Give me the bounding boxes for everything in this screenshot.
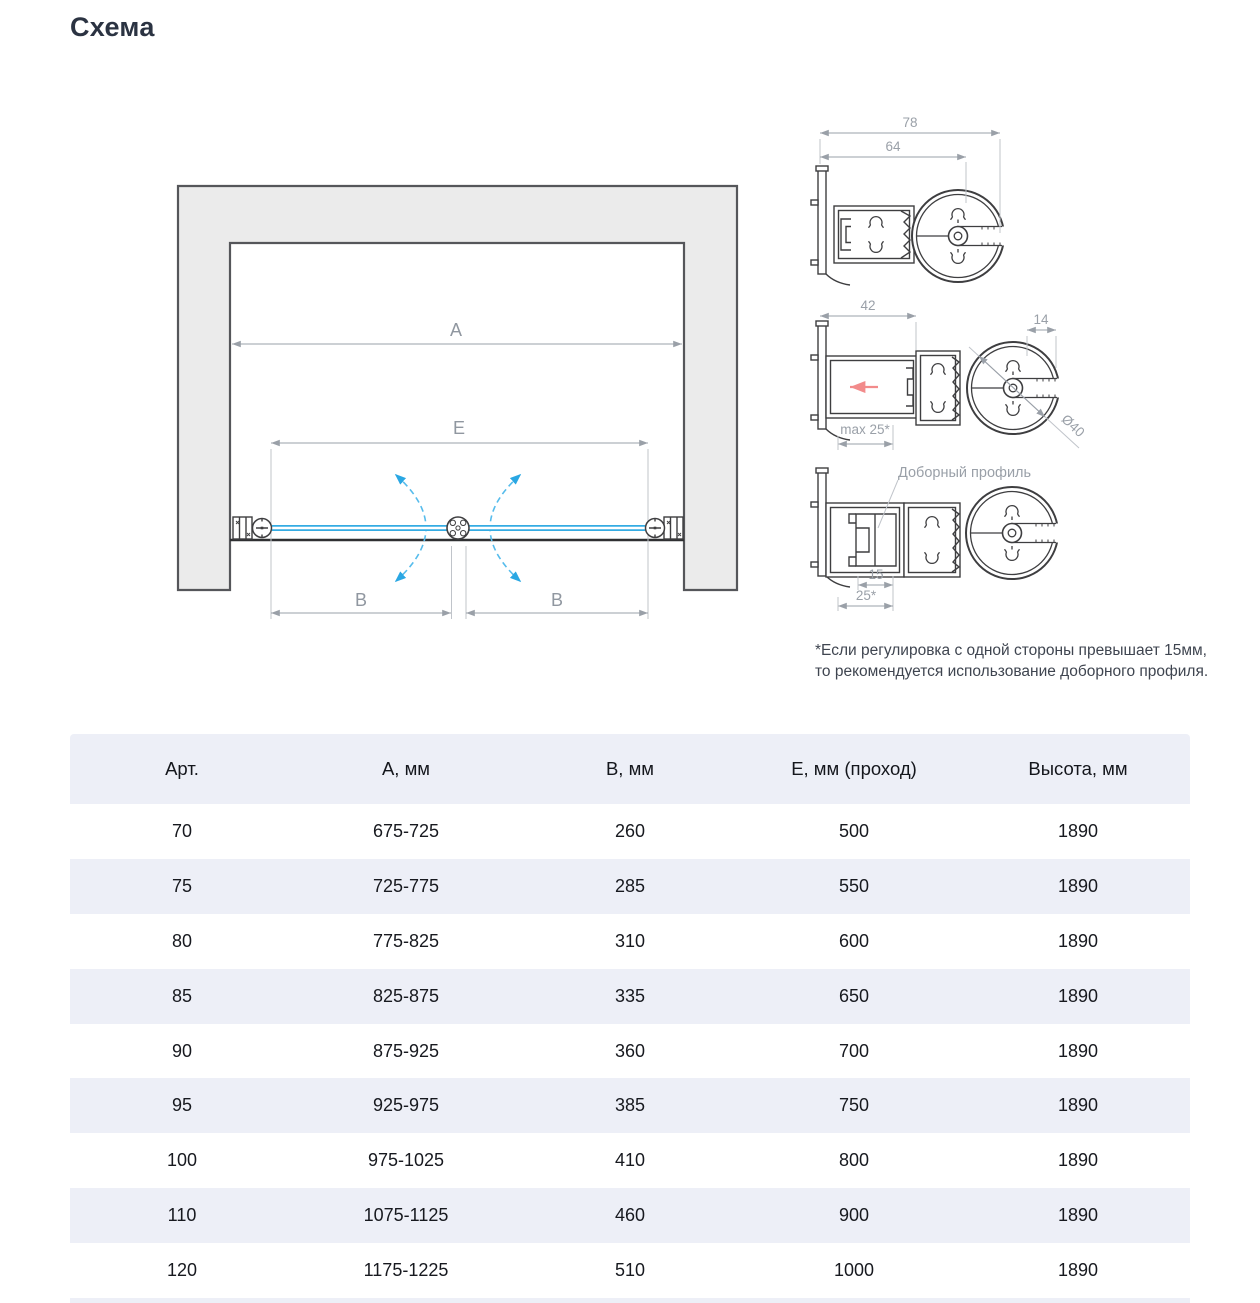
- table-cell: 260: [614, 820, 646, 841]
- table-cell: 675-725: [372, 820, 440, 841]
- col-header-height: Высота, мм: [1028, 758, 1128, 779]
- table-cell: 650: [838, 985, 870, 1006]
- table-cell: 510: [614, 1260, 646, 1281]
- hinge-cross-section: [912, 190, 1006, 282]
- dimension-b-right-label: B: [550, 590, 564, 610]
- hinge-cross-section: [966, 487, 1060, 579]
- table-cell: 95: [171, 1095, 193, 1116]
- table-cell: 100: [166, 1150, 198, 1171]
- table-row: [70, 914, 1190, 969]
- profile-body: [916, 351, 960, 425]
- dimension-b-left: [271, 590, 451, 613]
- door-opening-diagram: [178, 186, 737, 619]
- hinge-right: [646, 519, 665, 538]
- col-header-art: Арт.: [165, 758, 199, 779]
- dimension-e: [271, 418, 648, 443]
- table-cell: 310: [614, 930, 646, 951]
- table-cell: 120: [166, 1260, 198, 1281]
- table-row: [70, 804, 1190, 859]
- footnote: [815, 640, 1208, 682]
- table-cell: 70: [171, 820, 193, 841]
- dimension-diameter-label: Ø40: [1058, 411, 1088, 440]
- profile-body: [834, 206, 914, 263]
- table-cell: 925-975: [372, 1095, 440, 1116]
- table-row: [70, 1024, 1190, 1079]
- extension-profile-label: Доборный профиль: [898, 465, 1032, 481]
- dimension-max25: [838, 422, 893, 450]
- table-cell: 360: [614, 1040, 646, 1061]
- table-cell: 725-775: [372, 875, 440, 896]
- wall-profile-right: [664, 517, 683, 539]
- next-row-edge: [70, 1298, 1190, 1303]
- dimension-a: [232, 320, 682, 344]
- hinge-center: [447, 517, 469, 539]
- table-cell: 1175-1225: [363, 1260, 449, 1281]
- spec-table: [70, 734, 1190, 1303]
- dimension-max25-label: max 25*: [840, 422, 890, 437]
- table-cell: 1890: [1057, 1040, 1099, 1061]
- profile-section-top: [811, 115, 1006, 285]
- table-cell: 285: [614, 875, 646, 896]
- table-cell: 90: [171, 1040, 193, 1061]
- table-row: [70, 969, 1190, 1024]
- table-cell: 550: [838, 875, 870, 896]
- table-cell: 1890: [1057, 1260, 1099, 1281]
- dimension-78-label: 78: [902, 115, 918, 130]
- table-cell: 1890: [1057, 1150, 1099, 1171]
- table-header-row: [70, 734, 1190, 804]
- table-cell: 1890: [1057, 1095, 1099, 1116]
- page-title: Схема: [70, 12, 155, 42]
- dimension-a-label: A: [449, 320, 463, 340]
- dimension-42: [820, 298, 916, 350]
- footnote-line-2: то рекомендуется использование доборного профиля.: [815, 663, 1209, 680]
- dimension-b-right: [466, 590, 648, 613]
- table-cell: 600: [838, 930, 870, 951]
- table-row: [70, 1243, 1190, 1298]
- table-cell: 335: [614, 985, 646, 1006]
- dimension-42-label: 42: [860, 298, 876, 313]
- table-cell: 1890: [1057, 930, 1099, 951]
- hinge-left: [253, 519, 272, 538]
- dimension-25-label: 25*: [855, 588, 877, 603]
- dimension-14-label: 14: [1033, 312, 1049, 327]
- table-cell: 1075-1125: [363, 1205, 449, 1226]
- profile-section-bottom: [811, 465, 1060, 611]
- profile-section-middle: [811, 298, 1088, 450]
- dimension-15-label: 15: [868, 567, 884, 582]
- col-header-b: В, мм: [605, 758, 655, 779]
- table-cell: 1890: [1057, 985, 1099, 1006]
- table-cell: 1000: [833, 1260, 875, 1281]
- table-cell: 75: [171, 875, 193, 896]
- table-cell: 385: [614, 1095, 646, 1116]
- table-cell: 460: [614, 1205, 646, 1226]
- col-header-a: А, мм: [381, 758, 431, 779]
- table-cell: 110: [167, 1205, 197, 1226]
- table-row: [70, 859, 1190, 914]
- table-cell: 875-925: [372, 1040, 440, 1061]
- extension-profile-box: [826, 503, 904, 577]
- dimension-e-label: E: [452, 418, 466, 438]
- table-cell: 1890: [1057, 1205, 1099, 1226]
- dimension-64-label: 64: [885, 139, 901, 154]
- table-row: [70, 1078, 1190, 1133]
- table-cell: 80: [171, 930, 193, 951]
- profile-body: [904, 503, 960, 577]
- table-cell: 410: [614, 1150, 646, 1171]
- table-row: [70, 1133, 1190, 1188]
- table-cell: 825-875: [372, 985, 440, 1006]
- dimension-b-left-label: B: [354, 590, 368, 610]
- table-cell: 500: [838, 820, 870, 841]
- table-cell: 900: [838, 1205, 870, 1226]
- table-cell: 975-1025: [367, 1150, 445, 1171]
- footnote-line-1: *Если регулировка с одной стороны превышает 15мм,: [815, 642, 1207, 659]
- table-cell: 85: [171, 985, 193, 1006]
- table-cell: 1890: [1057, 820, 1099, 841]
- wall-profile-left: [233, 517, 252, 539]
- table-cell: 800: [838, 1150, 870, 1171]
- table-cell: 750: [838, 1095, 870, 1116]
- dimension-25: [838, 588, 893, 611]
- table-cell: 700: [838, 1040, 870, 1061]
- table-row: [70, 1188, 1190, 1243]
- table-cell: 775-825: [372, 930, 440, 951]
- table-cell: 1890: [1057, 875, 1099, 896]
- col-header-e: Е, мм (проход): [791, 758, 917, 779]
